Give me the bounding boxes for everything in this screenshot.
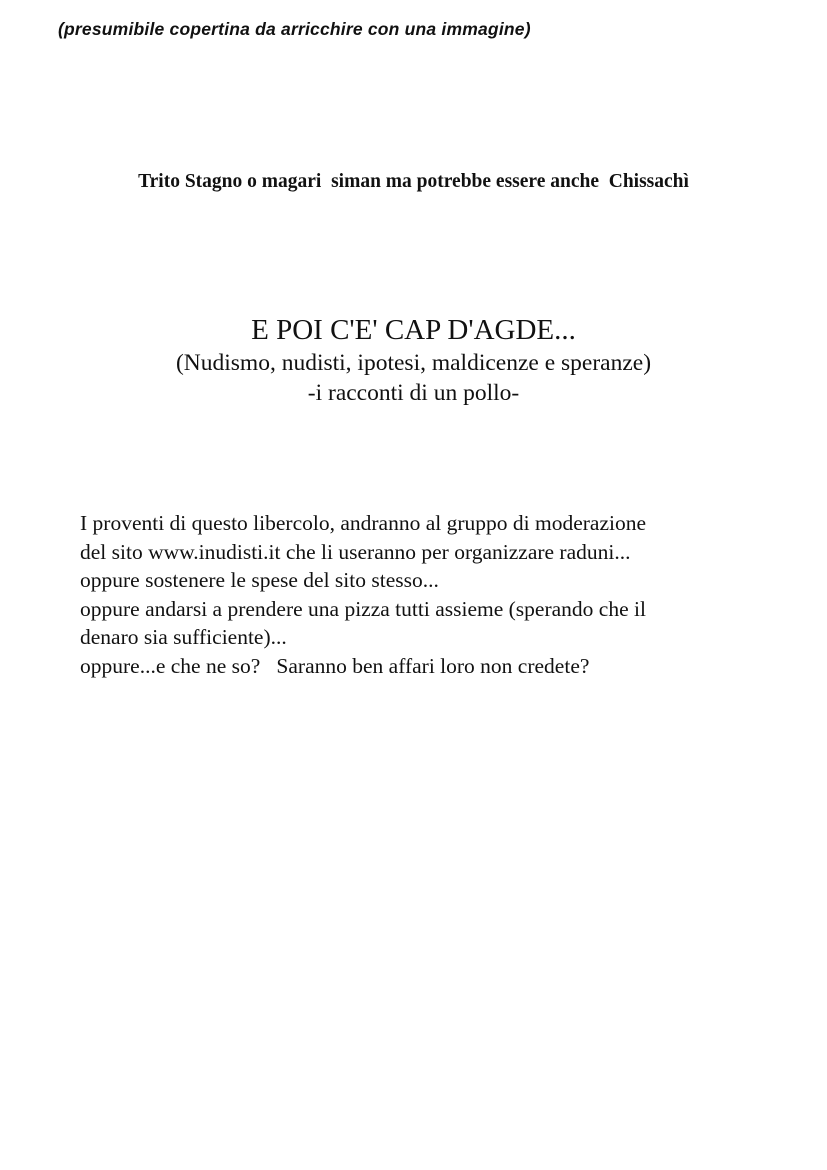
paragraph-line: oppure sostenere le spese del sito stesso... [80, 568, 439, 592]
author-line: Trito Stagno o magari siman ma potrebbe essere anche Chissachì [138, 171, 689, 192]
paragraph-line: oppure...e che ne so? Saranno ben affari loro non credete? [80, 653, 590, 678]
book-title: E POI C'E' CAP D'AGDE... [251, 314, 576, 346]
book-tagline: -i racconti di un pollo- [307, 380, 520, 406]
proceeds-paragraph [80, 509, 770, 680]
editor-note: (presumibile copertina da arricchire con una immagine) [58, 19, 531, 39]
paragraph-line: I proventi di questo libercolo, andranno al gruppo di moderazione [80, 511, 647, 535]
paragraph-line: oppure andarsi a prendere una pizza tutti assieme (sperando che il [80, 596, 646, 621]
title-block [0, 312, 827, 408]
paragraph-line: del sito www.inudisti.it che li useranno per organizzare raduni... [80, 539, 631, 564]
book-subtitle: (Nudismo, nudisti, ipotesi, maldicenze e speranze) [175, 350, 652, 376]
paragraph-line: denaro sia sufficiente)... [80, 625, 287, 649]
